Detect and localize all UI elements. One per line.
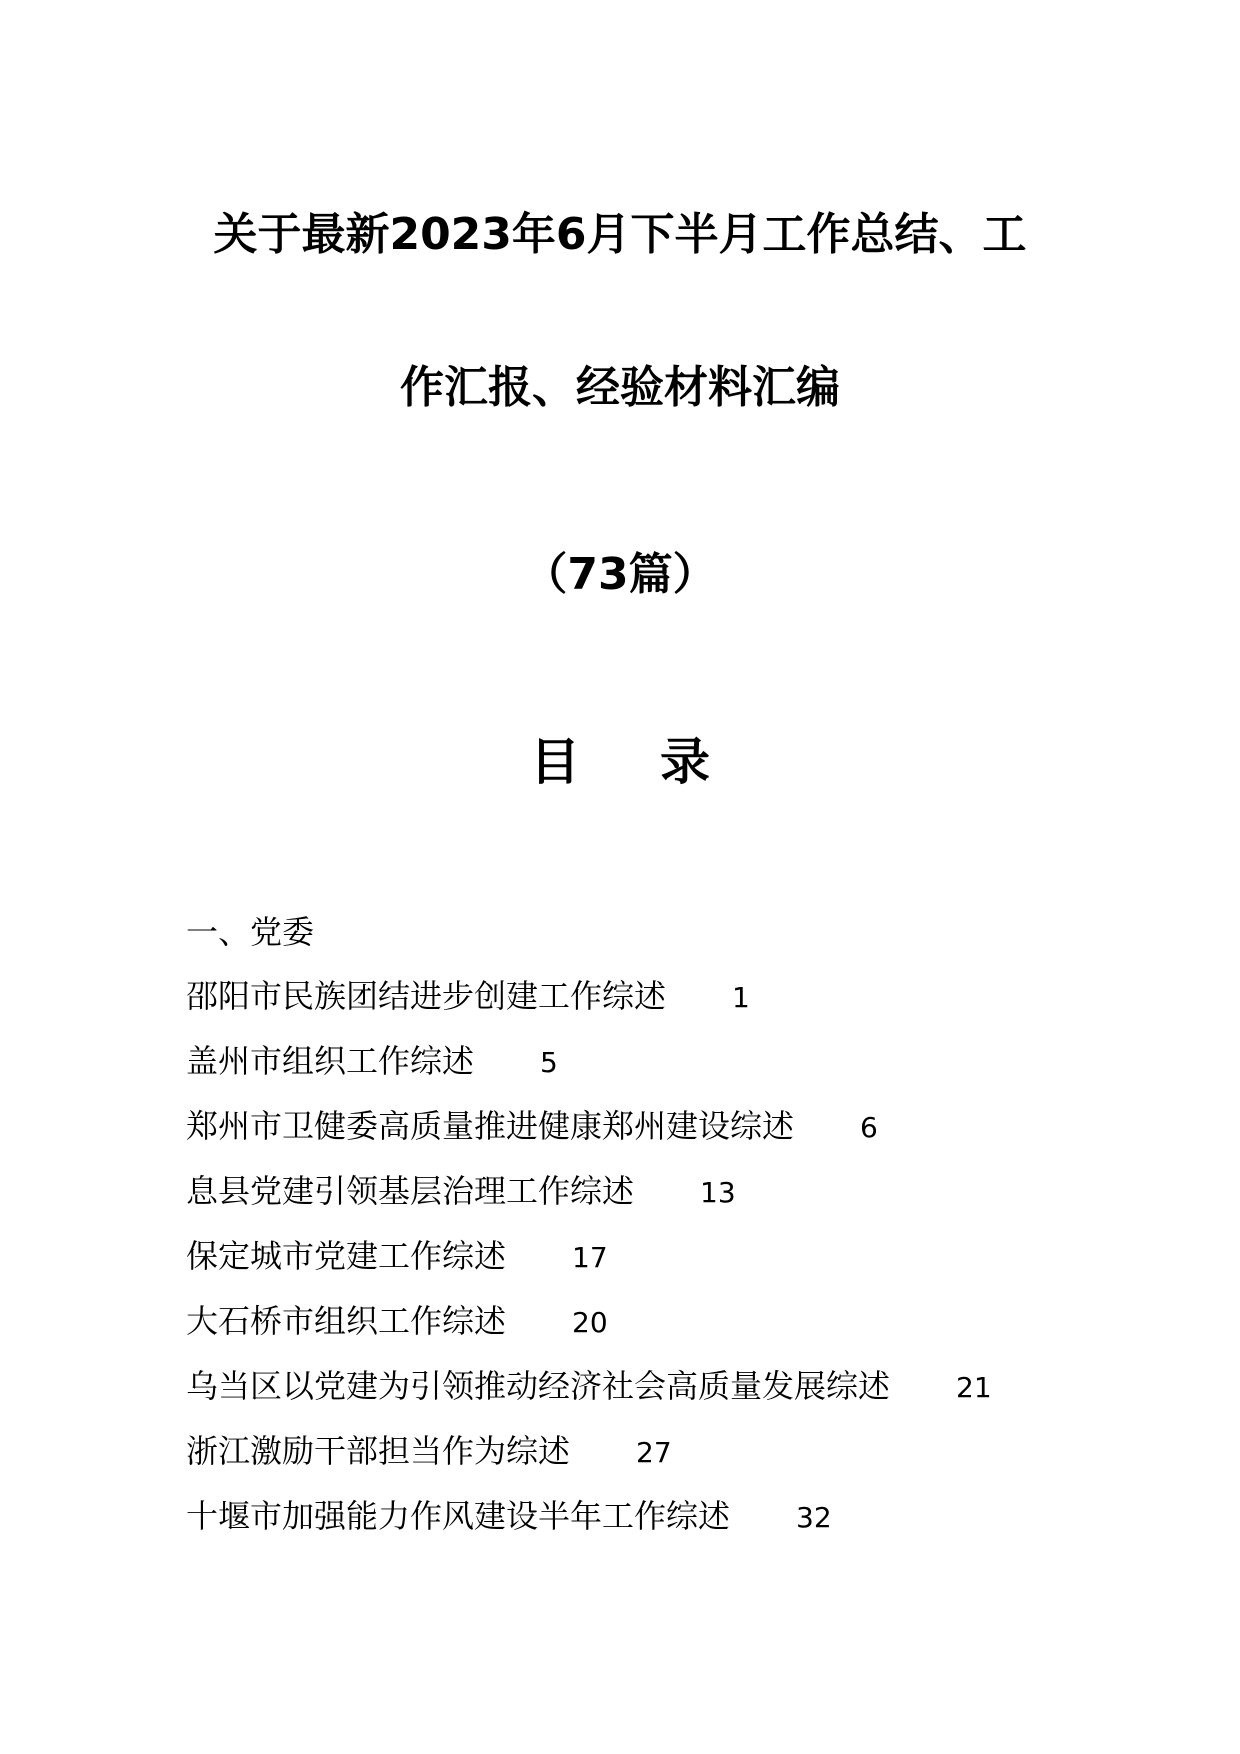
toc-entry[interactable]: [186, 1366, 1186, 1406]
toc-entry-title: 十堰市加强能力作风建设半年工作综述: [186, 1497, 731, 1535]
toc-entry-title: 郑州市卫健委高质量推进健康郑州建设综述: [186, 1107, 795, 1145]
toc-entry-title: 大石桥市组织工作综述: [186, 1302, 507, 1340]
toc-entry-page: 21: [956, 1371, 992, 1404]
toc-entry-page: 20: [572, 1306, 608, 1339]
toc-entry-title: 邵阳市民族团结进步创建工作综述: [186, 977, 667, 1015]
toc-entry-page: 27: [636, 1436, 672, 1469]
toc-entry[interactable]: [186, 1106, 1186, 1146]
toc-entry[interactable]: [186, 976, 1186, 1016]
toc-entry[interactable]: [186, 1236, 1186, 1276]
toc-entry-title: 盖州市组织工作综述: [186, 1042, 475, 1080]
toc-entry[interactable]: [186, 1301, 1186, 1341]
toc-entry-page: 5: [540, 1046, 558, 1079]
toc-entry-page: 32: [796, 1501, 832, 1534]
toc-entry-page: 1: [732, 981, 750, 1014]
document-title-line-2: 作汇报、经验材料汇编: [400, 362, 840, 413]
toc-entry-title: 保定城市党建工作综述: [186, 1237, 507, 1275]
toc-entry-title: 息县党建引领基层治理工作综述: [186, 1172, 635, 1210]
toc-entry-title: 浙江激励干部担当作为综述: [186, 1432, 571, 1470]
document-count-line: （73篇）: [523, 549, 717, 600]
toc-entry-page: 13: [700, 1176, 736, 1209]
toc-heading: 目录: [530, 733, 790, 791]
toc-entry-title: 乌当区以党建为引领推动经济社会高质量发展综述: [186, 1367, 891, 1405]
toc-entry[interactable]: [186, 1496, 1186, 1536]
toc-entry-page: 6: [860, 1111, 878, 1144]
toc-entry[interactable]: [186, 1041, 1186, 1081]
toc-entry-page: 17: [572, 1241, 608, 1274]
table-of-contents: [186, 912, 1186, 1561]
toc-section-label: 一、党委: [186, 913, 315, 951]
toc-entry[interactable]: [186, 1171, 1186, 1211]
toc-entry[interactable]: [186, 1431, 1186, 1471]
document-title-line-1: 关于最新2023年6月下半月工作总结、工: [213, 209, 1027, 260]
